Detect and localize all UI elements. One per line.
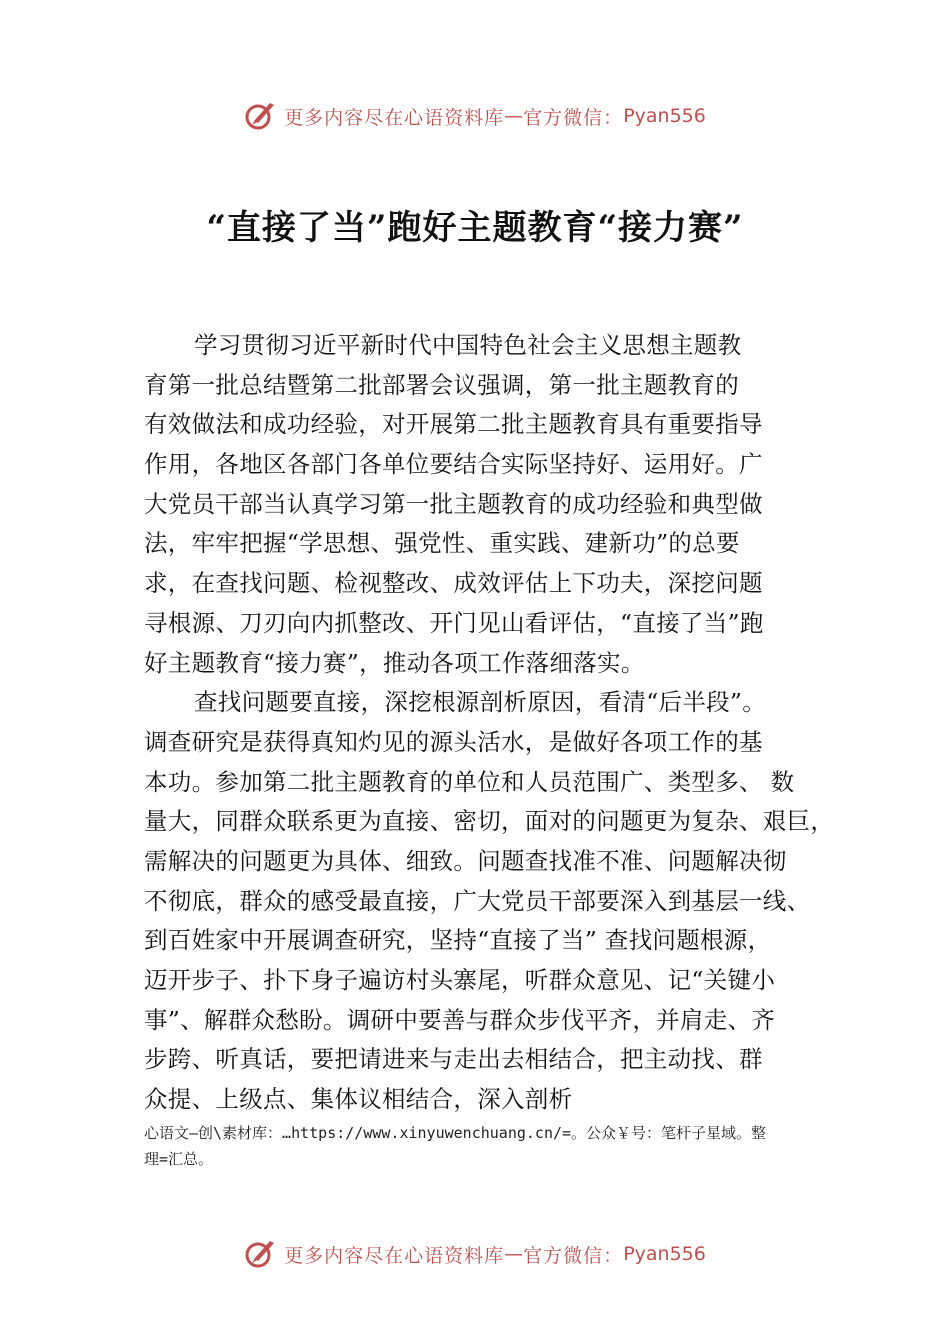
source-footnote bbox=[144, 1120, 844, 1172]
text-line: 不彻底，群众的感受最直接，广大党员干部要深入到基层一线、 bbox=[144, 886, 811, 915]
text-line: 查找问题要直接，深挖根源剖析原因，看清“后半段”。 bbox=[194, 688, 767, 717]
text-line: 需解决的问题更为具体、细致。问题查找准不准、问题解决彻 bbox=[144, 846, 787, 875]
banner-text: 更多内容尽在心语资料库 bbox=[284, 106, 505, 129]
text-line: 步跨、听真话，要把请进来与走出去相结合，把主动找、群 bbox=[144, 1045, 763, 1074]
quill-logo-icon bbox=[244, 1237, 278, 1271]
banner-separator: — bbox=[504, 105, 524, 127]
text-line: 有效做法和成功经验，对开展第二批主题教育具有重要指导 bbox=[144, 410, 763, 439]
document-title: “直接了当”跑好主题教育“接力赛” bbox=[206, 208, 744, 248]
banner-wechat-id: Pyan556 bbox=[623, 1243, 706, 1265]
text-line: 法，牢牢把握“学思想、强党性、重实践、建新功”的总要 bbox=[144, 529, 740, 558]
footnote-line: 心语文—创\素材库：…https://www.xinyuwenchuang.cn/=。公众￥号：笔杆子星域。整 bbox=[144, 1124, 767, 1142]
banner-label: 官方微信： bbox=[523, 106, 624, 129]
banner-text: 更多内容尽在心语资料库 bbox=[284, 1244, 505, 1267]
text-line: 迈开步子、扑下身子遍访村头寨尾，听群众意见、记“关键小 bbox=[144, 966, 776, 994]
bottom-banner bbox=[0, 1234, 950, 1274]
paragraph-1 bbox=[144, 326, 836, 683]
text-line: 育第一批总结暨第二批部署会议强调，第一批主题教育的 bbox=[144, 370, 739, 399]
text-line: 大党员干部当认真学习第一批主题教育的成功经验和典型做 bbox=[144, 489, 763, 518]
quill-logo-icon bbox=[244, 99, 278, 133]
text-line: 众提、上级点、集体议相结合，深入剖析 bbox=[144, 1085, 573, 1114]
footnote-line: 理=汇总。 bbox=[144, 1150, 214, 1168]
text-line: 量大，同群众联系更为直接、密切，面对的问题更为复杂、艰巨， bbox=[144, 807, 835, 836]
text-line: 事”、解群众愁盼。调研中要善与群众步伐平齐，并肩走、齐 bbox=[144, 1005, 776, 1034]
text-line: 调查研究是获得真知灼见的源头活水，是做好各项工作的基 bbox=[144, 727, 763, 756]
text-line: 本功。参加第二批主题教育的单位和人员范围广、类型多、 数 bbox=[144, 767, 795, 796]
banner-wechat-id: Pyan556 bbox=[623, 105, 706, 127]
text-line: 寻根源、刀刃向内抓整改、开门见山看评估，“直接了当”跑 bbox=[144, 608, 764, 637]
text-line: 学习贯彻习近平新时代中国特色社会主义思想主题教 bbox=[194, 331, 742, 359]
text-line: 求，在查找问题、检视整改、成效评估上下功夫，深挖问题 bbox=[144, 569, 763, 598]
text-line: 好主题教育“接力赛”，推动各项工作落细落实。 bbox=[144, 648, 645, 677]
text-line: 到百姓家中开展调查研究，坚持“直接了当” 查找问题根源， bbox=[144, 926, 772, 955]
text-line: 作用，各地区各部门各单位要结合实际坚持好、运用好。广 bbox=[144, 450, 763, 479]
paragraph-2 bbox=[144, 683, 836, 1120]
banner-label: 官方微信： bbox=[523, 1244, 624, 1267]
top-banner bbox=[0, 96, 950, 136]
banner-separator: — bbox=[504, 1243, 524, 1265]
document-body bbox=[144, 326, 836, 1120]
